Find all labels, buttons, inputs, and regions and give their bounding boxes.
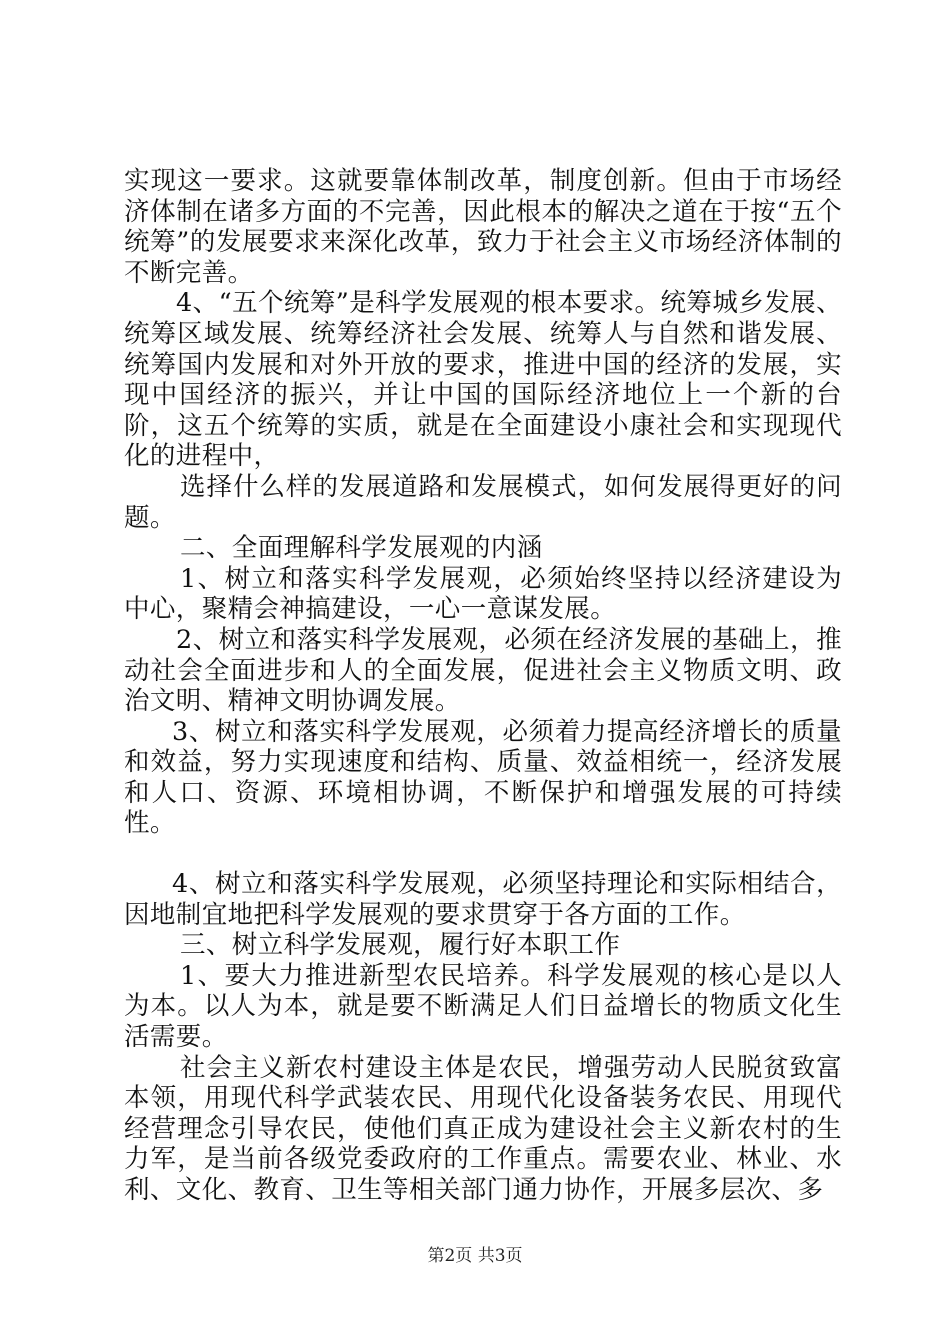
section-heading-3: 三、树立科学发展观，履行好本职工作 — [180, 930, 621, 961]
paragraph-4: 1、树立和落实科学发展观，必须始终坚持以经济建设为中心，聚精会神搞建设，一心一意谋发展。 — [124, 563, 842, 625]
section-heading-2: 二、全面理解科学发展观的内涵 — [180, 533, 543, 564]
paragraph-6: 3、树立和落实科学发展观，必须着力提高经济增长的质量和效益，努力实现速度和结构、质量、效益相统一，经济发展和人口、资源、环境相协调，不断保护和增强发展的可持续性。 — [124, 716, 842, 839]
paragraph-5: 2、树立和落实科学发展观，必须在经济发展的基础上，推动社会全面进步和人的全面发展，促进社会主义物质文明、政治文明、精神文明协调发展。 — [124, 624, 842, 717]
paragraph-8: 1、要大力推进新型农民培养。科学发展观的核心是以人为本。以人为本，就是要不断满足人们日益增长的物质文化生活需要。 — [124, 960, 842, 1053]
paragraph-3: 选择什么样的发展道路和发展模式，如何发展得更好的问题。 — [124, 471, 842, 533]
paragraph-7: 4、树立和落实科学发展观，必须坚持理论和实际相结合，因地制宜地把科学发展观的要求贯穿于各方面的工作。 — [124, 869, 842, 930]
page-number-footer: 第2页 共3页 — [427, 1246, 523, 1266]
paragraph-gap — [124, 839, 842, 869]
paragraph-2: 4、“五个统筹”是科学发展观的根本要求。统筹城乡发展、统筹区域发展、统筹经济社会发展、统筹人与自然和谐发展、统筹国内发展和对外开放的要求，推进中国的经济的发展，实现中国经济的振兴，并让中国的国际经济地位上一个新的台阶，这五个统筹的实质，就是在全面建设小康社会和实现现代化的进程中， — [124, 288, 842, 472]
paragraph-1: 实现这一要求。这就要靠体制改革，制度创新。但由于市场经济体制在诸多方面的不完善，因此根本的解决之道在于按“五个统筹”的发展要求来深化改革，致力于社会主义市场经济体制的不断完善。 — [124, 166, 842, 288]
document-body — [124, 166, 842, 1206]
paragraph-9: 社会主义新农村建设主体是农民，增强劳动人民脱贫致富本领，用现代科学武装农民、用现代化设备装务农民、用现代经营理念引导农民，使他们真正成为建设社会主义新农村的生力军，是当前各级党委政府的工作重点。需要农业、林业、水利、文化、教育、卫生等相关部门通力协作，开展多层次、多 — [124, 1052, 842, 1205]
